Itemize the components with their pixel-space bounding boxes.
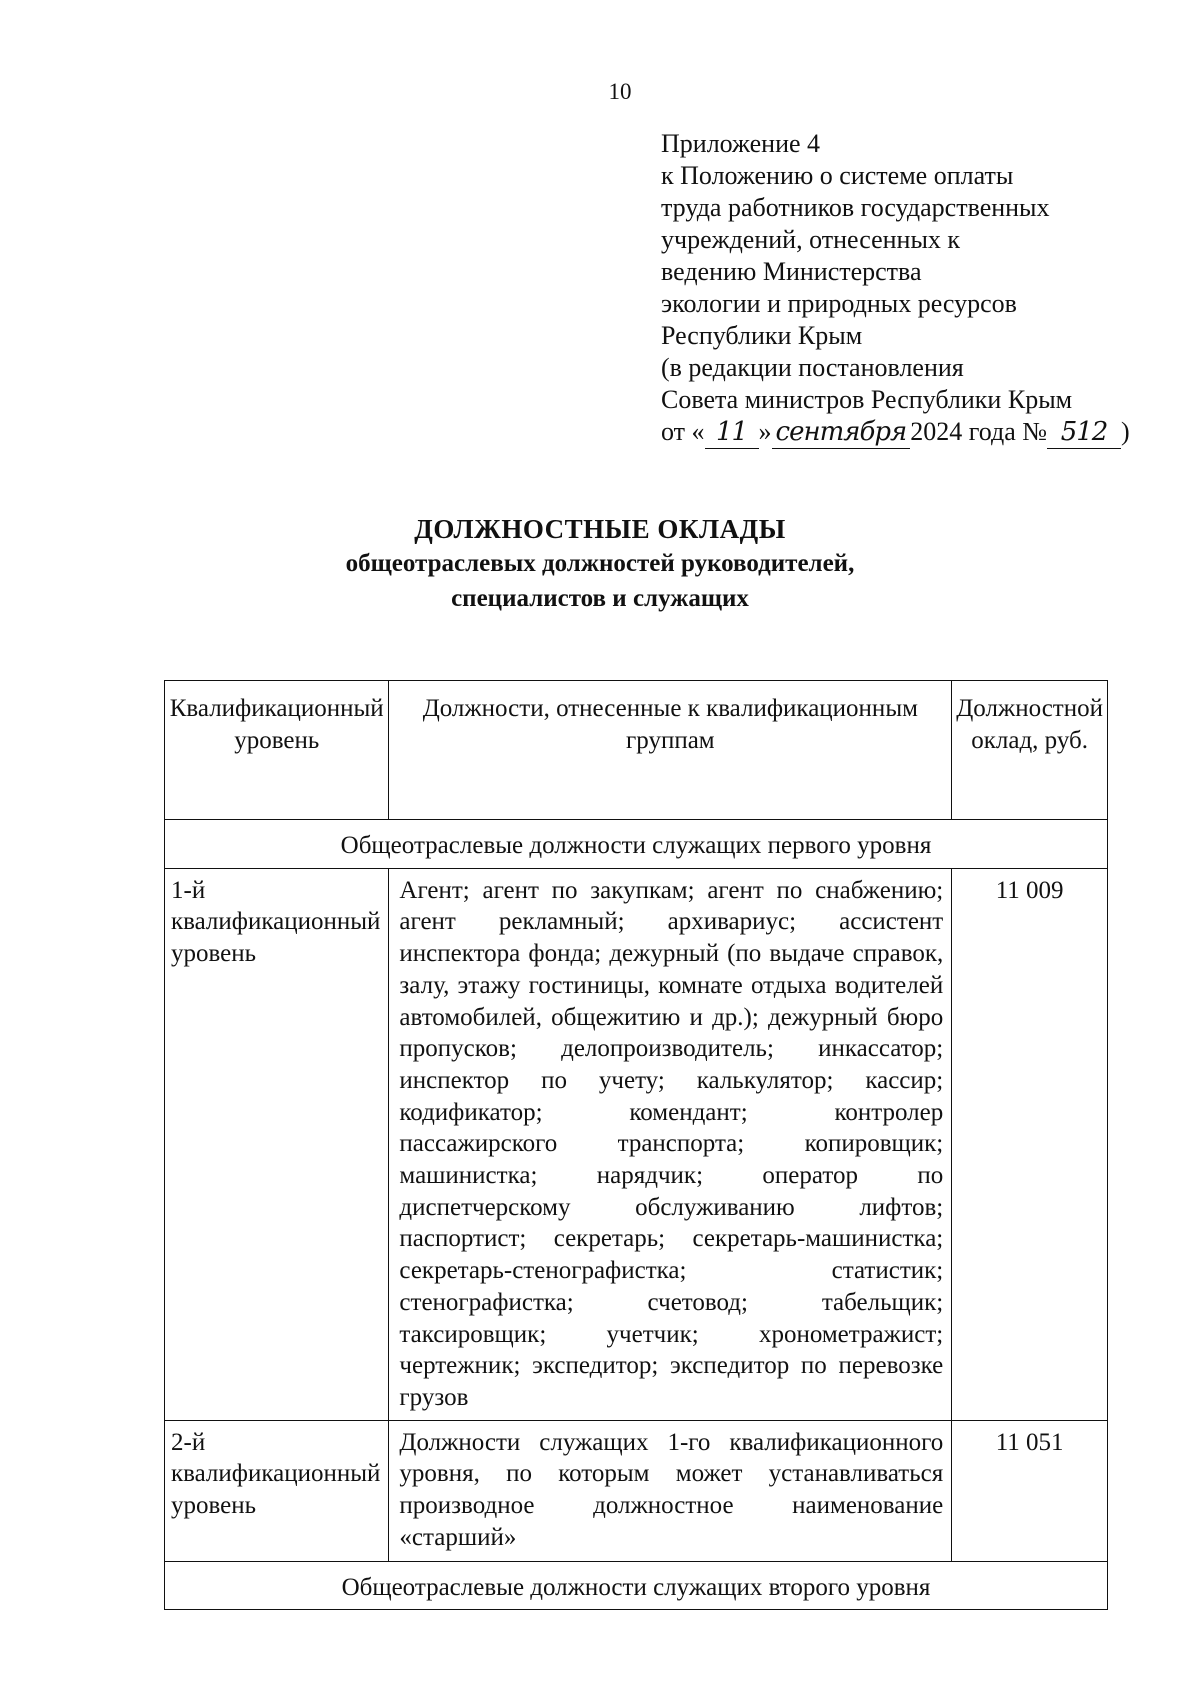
group-row [165, 820, 1108, 869]
level-cell: 2-й квалификационный уровень [165, 1420, 389, 1561]
group-title: Общеотраслевые должности служащих первого уровня [165, 820, 1108, 869]
date-mid: » [758, 417, 772, 446]
appendix-line: Совета министров Республики Крым [661, 385, 1073, 414]
appendix-line: Республики Крым [661, 321, 863, 350]
date-suffix: ) [1121, 417, 1130, 446]
date-year: 2024 года № [910, 417, 1048, 446]
appendix-line: к Положению о системе оплаты [661, 161, 1014, 190]
header-level: Квалификационный уровень [165, 681, 389, 820]
table-row [165, 868, 1108, 1420]
group-title: Общеотраслевые должности служащих второго уровня [165, 1561, 1108, 1610]
appendix-line: учреждений, отнесенных к [661, 225, 961, 254]
positions-cell: Агент; агент по закупкам; агент по снабжению; агент рекламный; архивариус; ассистент инспектора фонда; дежурный (по выдаче справок, залу, этажу гостиницы, комнате отдыха водителей автомобилей, общежитию и др.); дежурный бюро пропусков; делопроизводитель; инкассатор; инспектор по учету; калькулятор; кассир; кодификатор; комендант; контролер пассажирского транспорта; копировщик; машинистка; нарядчик; оператор по диспетчерскому обслуживанию лифтов; паспортист; секретарь; секретарь-машинистка; секретарь-стенографистка; статистик; стенографистка; счетовод; табельщик; таксировщик; учетчик; хронометражист; чертежник; экспедитор; экспедитор по перевозке грузов [389, 868, 952, 1420]
header-positions: Должности, отнесенные к квалификационным группам [389, 681, 952, 820]
appendix-line: (в редакции постановления [661, 353, 964, 382]
salary-cell: 11 009 [952, 868, 1108, 1420]
table-row [165, 1420, 1108, 1561]
header-salary: Должностной оклад, руб. [952, 681, 1108, 820]
appendix-block [661, 128, 1130, 449]
date-prefix: от « [661, 417, 705, 446]
handwritten-number: 512 [1047, 416, 1121, 449]
title-subtitle: специалистов и служащих [451, 585, 749, 612]
appendix-line: Приложение 4 [661, 129, 821, 158]
page-number: 10 [608, 79, 632, 104]
group-row [165, 1561, 1108, 1610]
table-header-row [165, 681, 1108, 820]
document-title [200, 512, 1000, 616]
resolution-date-line [661, 416, 1130, 449]
salary-table [164, 680, 1108, 1610]
positions-cell: Должности служащих 1-го квалификационного уровня, по которым может устанавливаться производное должностное наименование «старший» [389, 1420, 952, 1561]
appendix-line: экологии и природных ресурсов [661, 289, 1017, 318]
handwritten-month: сентября [772, 416, 911, 449]
appendix-line: ведению Министерства [661, 257, 922, 286]
title-main: ДОЛЖНОСТНЫЕ ОКЛАДЫ [414, 514, 786, 544]
handwritten-day: 11 [705, 416, 759, 449]
level-cell: 1-й квалификационный уровень [165, 868, 389, 1420]
salary-cell: 11 051 [952, 1420, 1108, 1561]
title-subtitle: общеотраслевых должностей руководителей, [345, 550, 855, 577]
appendix-line: труда работников государственных [661, 193, 1050, 222]
